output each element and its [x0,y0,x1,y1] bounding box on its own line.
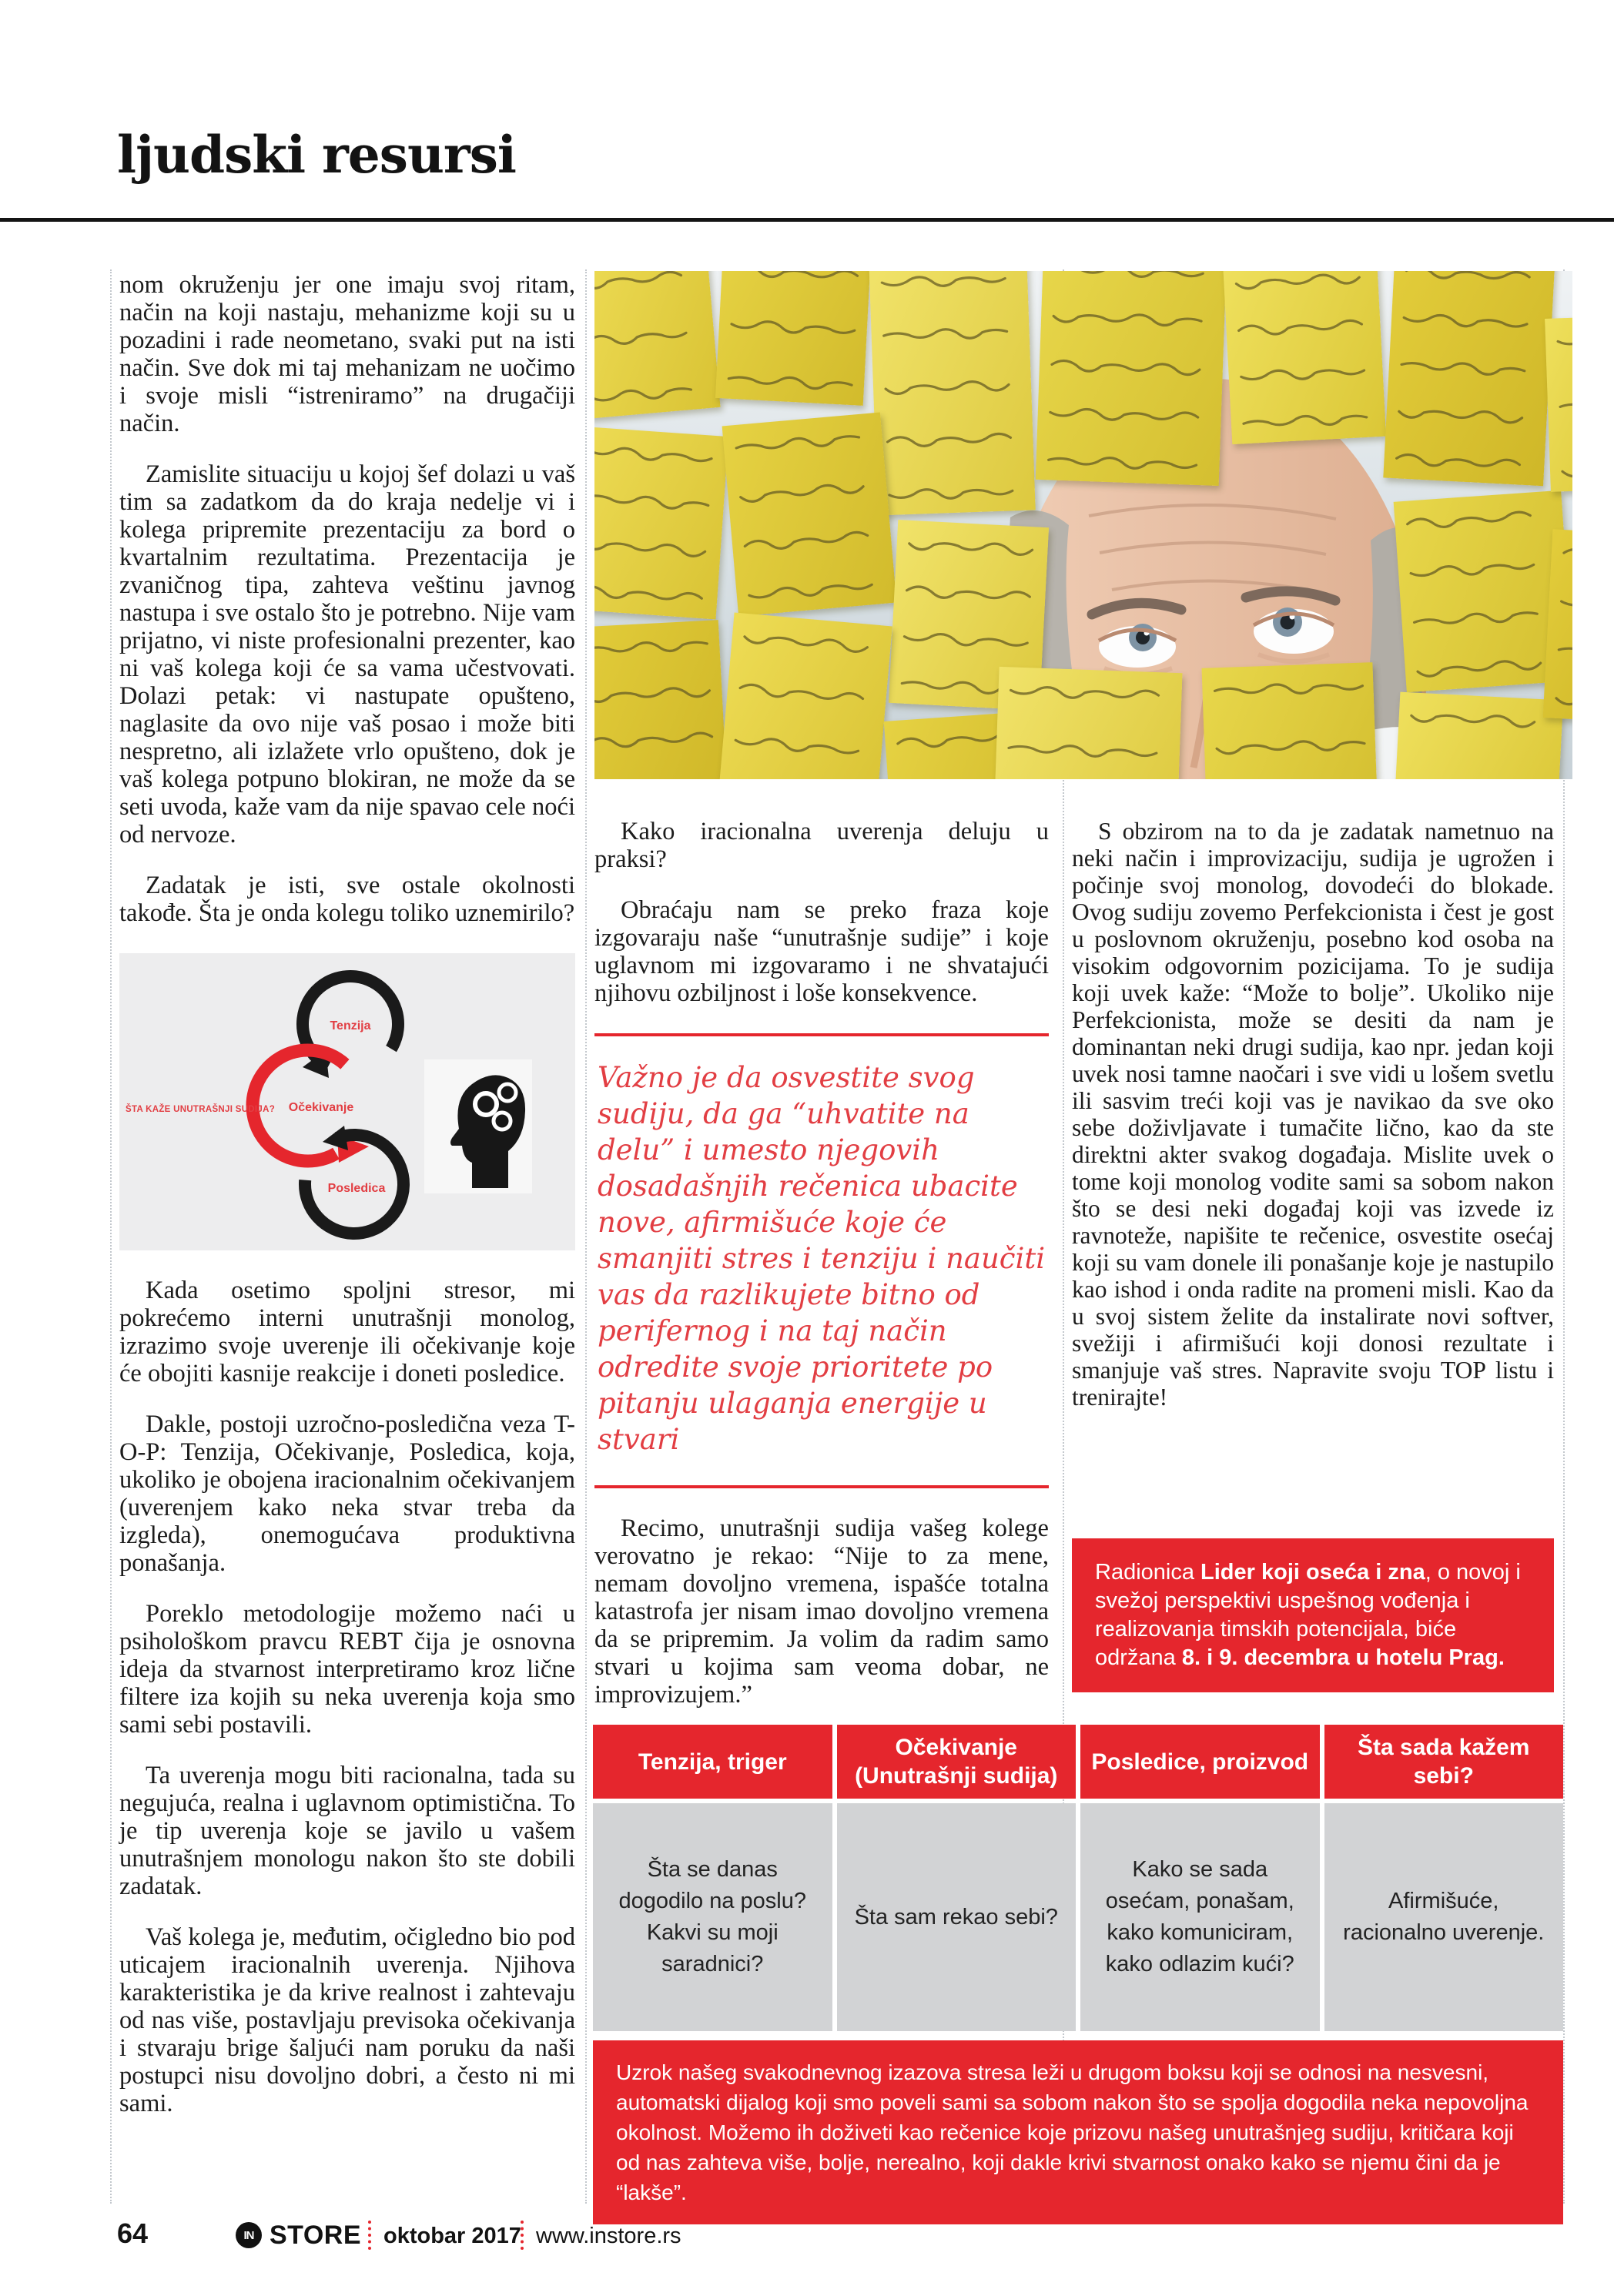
handwriting-scribble [715,271,871,406]
stress-box-text: Uzrok našeg svakodnevnog izazova stresa leži u drugom boksu koji se odnosi na nesvesni, automatski dijalog koji smo poveli sami sa sobom nakon što se spolja dogodila neka nepovoljna okolnost. Možemo ih doživeti kao rečenice koje prizovu našeg unutrašnjeg sudiju, kritičara koji od nas zahteva više, bolje, nerealno, koji dakle krivi stvarnost onako kako se njemu čini da je “lakše”. [616,2060,1529,2204]
table-cell: Šta sam rekao sebi? [837,1803,1077,2031]
page-number: 64 [117,2217,149,2249]
column-middle [594,818,1049,1709]
pull-quote [594,1033,1049,1488]
handwriting-scribble [869,271,1035,515]
body-paragraph: Ta uverenja mogu biti racionalna, tada su negujuća, realna i uglavnom optimistična. To je tip uverenja koje se javilo u vašem unutrašnjem monologu nakon što ste dobili zadatak. [119,1762,575,1900]
top-cycle-diagram [119,953,575,1250]
workshop-text: Radionica [1095,1560,1201,1585]
sub-heading: Kako iracionalna uverenja deluju u praksi? [594,818,1049,873]
column-left [119,271,575,2117]
handwriting-scribble [1383,271,1555,486]
sticky-note [1201,662,1378,779]
diagram-label-consequence: Posledica [327,1182,386,1195]
sticky-note [594,620,728,779]
column-guide [585,269,587,2204]
handwriting-scribble [717,613,892,779]
body-paragraph: Recimo, unutrašnji sudija vašeg kolege verovatno je rekao: “Nije to za mene, nemam dovoljno vremena, ispašće totalna katastrofa jer nisam imao dovoljno vremena da se pripremim. Ja volim da radim samo stvari u kojima sam veoma dobar, ne improvizujem.” [594,1514,1049,1709]
column-right [1072,818,1554,1411]
body-paragraph: Kada osetimo spoljni stresor, mi pokrećemo interni unutrašnji monolog, izrazimo svoje uverenje ili očekivanje koje će obojiti kasnije reakcije i doneti posledice. [119,1277,575,1387]
table-header-cell: Šta sada kažem sebi? [1324,1725,1564,1799]
diagram-label-tension: Tenzija [330,1019,371,1033]
top-table [593,1725,1563,2031]
footer-divider [521,2221,524,2250]
handwriting-scribble [594,620,728,779]
table-cell: Afirmišuće, racionalno uverenje. [1324,1803,1564,2031]
instore-logo-text: STORE [270,2221,362,2250]
table-header-cell: Očekivanje (Unutrašnji sudija) [837,1725,1077,1799]
handwriting-scribble [1394,692,1563,779]
diagram-label-expectation: Očekivanje [288,1101,354,1114]
sticky-note [594,426,728,619]
sticky-notes-photo [594,271,1572,779]
footer-divider [368,2221,371,2250]
workshop-date: 8. i 9. decembra u hotelu Prag. [1181,1645,1505,1670]
body-paragraph: Zamislite situaciju u kojoj šef dolazi u vaš tim sa zadatkom da do kraja nedelje vi i kolega pripremite prezentaciju za bord o kvartalnim rezultatima. Prezentacija je zvaničnog tipa, zahteva veštinu javnog nastupa i sve ostalo što je potrebno. Nije vam prijatno, vi niste profesionalni prezenter, kao ni vaš kolega koji će sa vama učestvovati. Dolazi petak: vi nastupate opušteno, naglasite da ovo nije vaš posao i može biti nespretno, ali izlažete vrlo opušteno, dok je vaš kolega potpuno blokiran, ne može da se seti uvoda, kaže vam da nije spavao cele noći od nervoze. [119,460,575,848]
body-paragraph: Poreklo metodologije možemo naći u psihološkom pravcu REBT čija je osnovna ideja da stvarnost interpretiramo kroz lične filtere iza kojih su neka uverenja koja smo sami sebi postavili. [119,1600,575,1739]
sticky-note [1223,271,1386,444]
handwriting-scribble [722,412,897,616]
website-link[interactable]: www.instore.rs [536,2224,681,2248]
table-cell: Kako se sada osećam, ponašam, kako komuniciram, kako odlazim kući? [1080,1803,1320,2031]
diagram-question: ŠTA KAŽE UNUTRAŠNJI SUDIJA? [126,1105,276,1114]
issue-date: oktobar 2017 [383,2224,521,2248]
table-cell: Šta se danas dogodilo na poslu? Kakvi su moji saradnici? [593,1803,832,2031]
handwriting-scribble [1201,662,1378,779]
header-rule [0,218,1614,222]
instore-logo-icon: IN [236,2222,262,2248]
sticky-note [1383,271,1555,486]
table-header-cell: Posledice, proizvod [1080,1725,1320,1799]
body-paragraph: Obraćaju nam se preko fraza koje izgovaraju naše “unutrašnje sudije” i koje uglavnom mi izgovaramo i ne shvatajući njihovu ozbiljnost i loše konsekvence. [594,896,1049,1007]
column-guide [110,269,112,2204]
sticky-note [993,667,1182,779]
sticky-note [722,412,897,616]
workshop-text: , o novoj i svežoj perspektivi uspešnog vođenja i realizovanja timskih potencijala, biće održana [1095,1560,1521,1670]
table-header-cell: Tenzija, triger [593,1725,832,1799]
handwriting-scribble [594,426,728,619]
body-paragraph: S obzirom na to da je zadatak nametnuo na neki način i improvizaciju, sudija je ugrožen i počinje svoj monolog, dovodeći do blokade. Ovog sudiju zovemo Perfekcionista i čest je gost u poslovnom okruženju, posebno kod osoba na visokim odgovornim pozicijama. To je sudija koji uvek kaže: “Može to bolje”. Ukoliko nije Perfekcionista, može se desiti da nam je dominantan neki drugi sudija, kao npr. jedan koji uvek nosi tamne naočari i sve vidi u lošem svetlu ili sasvim treći koji vas je navikao da sve oko sebe doživljavate i tumačite lično, kao da ste direktni akter svakog događaja. Mislite uvek o tome koji monolog vodite sami sa sobom nakon što se desi neki događaj koji vas izvede iz ravnoteže, napišite te rečenice, osvestite osećaj koji su vam donele ili ponašanje koje je nastupilo kao ishod i onda radite na promeni misli. Kao da u svoj sistem želite da instalirate novi softver, svežiji i afirmišući koji donosi rezultate i smanjuje vaš stres. Napravite svoju TOP listu i trenirajte! [1072,818,1554,1411]
pull-quote-text: Važno je da osvestite svog sudiju, da ga “uhvatite na delu” i umesto njegovih dosadašnjih rečenica ubacite nove, afirmišuće koje će smanjiti stres i tenziju i naučiti vas da razlikujete bitno od perifernog i na taj način odredite svoje prioritete po pitanju ulaganja energije u stvari [598,1061,1046,1456]
stress-box [593,2040,1563,2224]
body-paragraph: Zadatak je isti, sve ostale okolnosti takođe. Šta je onda kolegu toliko uznemirilo? [119,872,575,927]
handwriting-scribble [594,271,721,419]
workshop-box [1072,1538,1554,1692]
sticky-note [715,271,871,406]
sticky-note [1036,271,1227,486]
handwriting-scribble [1036,271,1227,486]
sticky-note [1394,692,1563,779]
body-paragraph: nom okruženju jer one imaju svoj ritam, način na koji nastaju, mehanizme koji su u pozadini i rade neometano, svaki put na isti način. Sve dok mi taj mehanizam ne uočimo i svoje misli “istreniramo” na drugačiji način. [119,271,575,437]
workshop-title: Lider koji oseća i zna [1200,1560,1425,1585]
sticky-note [594,271,721,419]
body-paragraph: Dakle, postoji uzročno-posledična veza T-O-P: Tenzija, Očekivanje, Posledica, koja, ukoliko je obojena iracionalnim očekivanjem (uverenjem kako neka stvar treba da izgleda), onemogućava produktivna ponašanja. [119,1411,575,1577]
sticky-note [869,271,1035,515]
body-paragraph: Vaš kolega je, međutim, očigledno bio pod uticajem iracionalnih uverenja. Njihova karakteristika je da krive realnost i zahtevaju od nas više, postavljaju previsoka očekivanja i stvaraju brige šaljući nam poruku da naši postupci nisu dovoljno dobri, a često ni mi sami. [119,1923,575,2117]
handwriting-scribble [993,667,1182,779]
handwriting-scribble [1223,271,1386,444]
section-title: ljudski resursi [117,125,516,185]
sticky-note [717,613,892,779]
